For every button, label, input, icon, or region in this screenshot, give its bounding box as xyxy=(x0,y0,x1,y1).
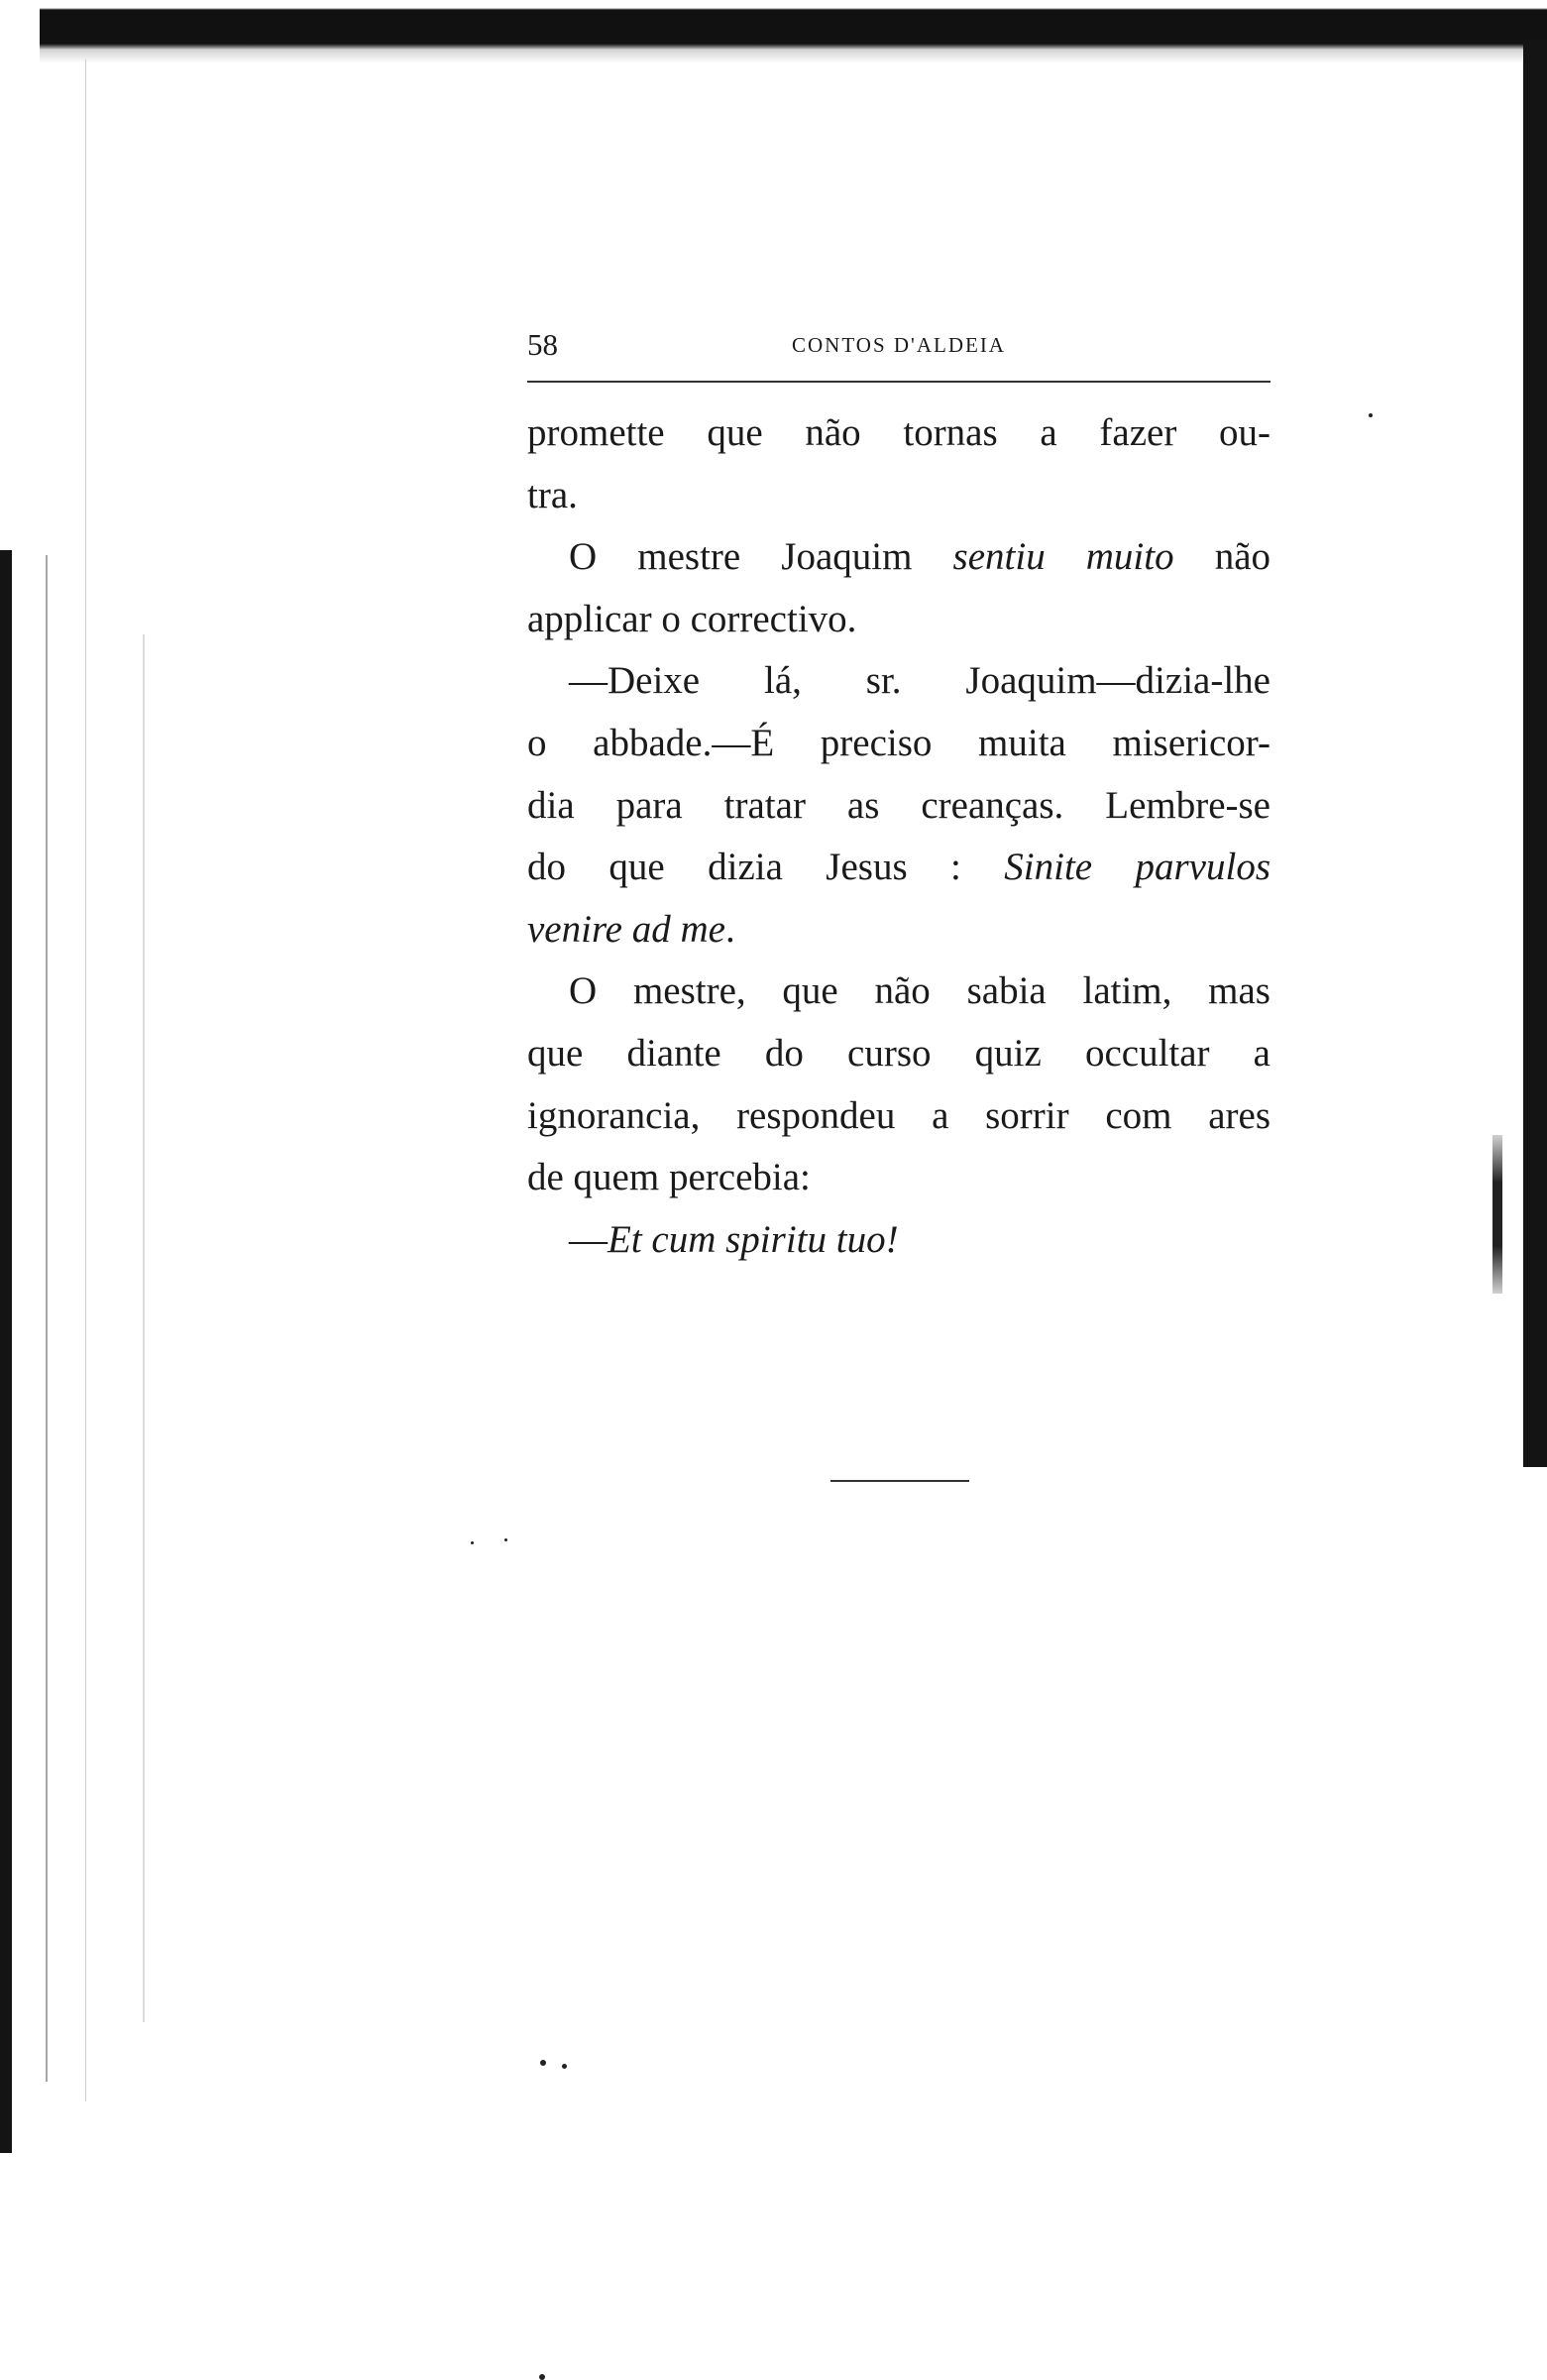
scan-line-left-2 xyxy=(85,59,86,2101)
italic-span: Sinite parvulos xyxy=(1004,846,1271,889)
body-text xyxy=(527,402,1271,1271)
text-line: ignorancia, respondeu a sorrir com ares xyxy=(527,1093,1271,1137)
scan-shadow-top xyxy=(40,44,1547,63)
text-line: tra. xyxy=(527,473,578,516)
scan-speck xyxy=(504,1538,507,1541)
scan-border-right xyxy=(1523,40,1547,1467)
text-line xyxy=(527,526,1271,589)
text-span: . xyxy=(724,907,735,951)
scan-speck xyxy=(540,2060,546,2066)
text-span: não xyxy=(1173,535,1271,579)
italic-span: sentiu muito xyxy=(952,535,1174,579)
scan-speck xyxy=(1369,413,1373,417)
text-line: promette que não tornas a fazer ou- xyxy=(527,411,1271,454)
text-line: applicar o correctivo. xyxy=(527,597,857,640)
text-span: — xyxy=(569,1217,608,1261)
text-line: de quem percebia: xyxy=(527,1156,811,1199)
text-line: o abbade.—É preciso muita misericor- xyxy=(527,721,1271,764)
scan-speck xyxy=(471,1541,474,1544)
scan-border-top xyxy=(40,0,1547,50)
running-title: CONTOS D'ALDEIA xyxy=(792,333,1006,357)
text-line: que diante do curso quiz occultar a xyxy=(527,1031,1271,1075)
italic-span: venire ad me xyxy=(527,907,725,951)
scan-mark-right xyxy=(1492,1135,1502,1294)
end-rule xyxy=(830,1480,969,1482)
text-span: do que dizia Jesus : xyxy=(527,846,1005,889)
text-line: dia para tratar as creanças. Lembre-se xyxy=(527,783,1271,827)
scan-line-left-3 xyxy=(143,634,145,2022)
scan-speck xyxy=(562,2064,567,2069)
text-line xyxy=(527,1209,1271,1272)
italic-span: Et cum spiritu tuo! xyxy=(608,1217,899,1261)
text-line xyxy=(527,837,1271,899)
scan-line-left xyxy=(46,555,48,2082)
scan-speck xyxy=(539,2374,545,2380)
page-number: 58 xyxy=(527,327,558,362)
scan-border-left xyxy=(0,550,12,2153)
header-rule xyxy=(527,381,1271,383)
text-span: O mestre Joaquim xyxy=(569,535,953,579)
running-head xyxy=(527,327,1271,373)
text-line: O mestre, que não sabia latim, mas xyxy=(569,969,1271,1013)
book-page xyxy=(527,327,1271,1271)
text-line: —Deixe lá, sr. Joaquim—dizia-lhe xyxy=(569,659,1271,703)
text-line xyxy=(527,899,1271,962)
